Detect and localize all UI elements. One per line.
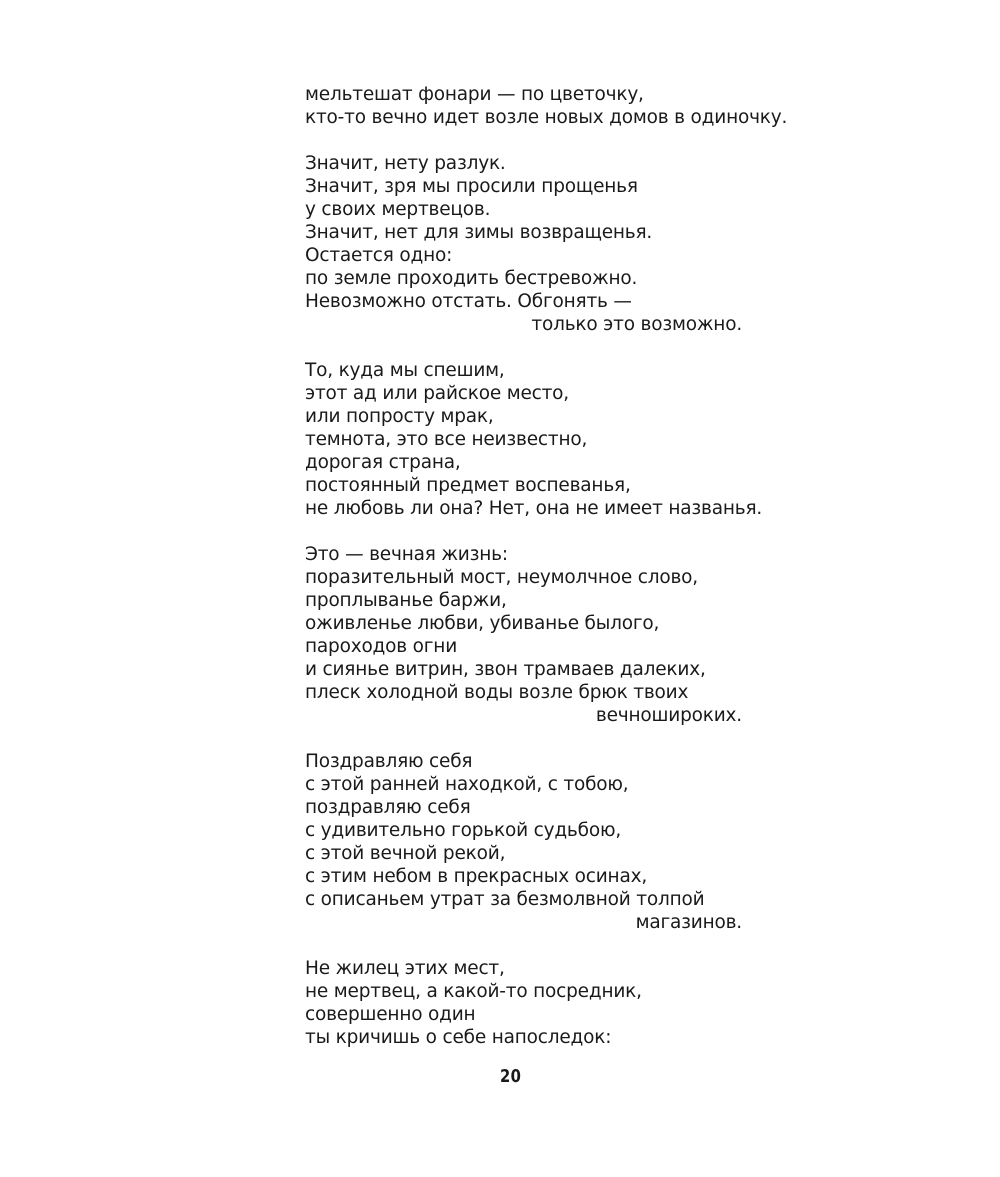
- poem-line: с этой ранней находкой, с тобою,: [305, 774, 629, 795]
- poem-line: ты кричишь о себе напоследок:: [305, 1027, 612, 1048]
- page-number: 20: [499, 1066, 522, 1087]
- poem-line: или попросту мрак,: [305, 406, 494, 427]
- poem-line: этот ад или райское место,: [305, 383, 569, 404]
- stanza: [305, 957, 742, 1049]
- stanza: [305, 152, 742, 336]
- poem-line: темнота, это все неизвестно,: [305, 429, 588, 450]
- poem-line: пароходов огни: [305, 636, 458, 657]
- poem-line: дорогая страна,: [305, 452, 461, 473]
- poem-line: с этой вечной рекой,: [305, 843, 506, 864]
- poem-line: с удивительно горькой судьбою,: [305, 820, 621, 841]
- stanza: [305, 83, 788, 129]
- poem-line: мельтешат фонари — по цветочку,: [305, 84, 644, 105]
- poem-line: кто-то вечно идет возле новых домов в одиночку.: [305, 107, 788, 128]
- poem-line: Не жилец этих мест,: [305, 958, 505, 979]
- poem-line: с этим небом в прекрасных осинах,: [305, 866, 648, 887]
- poem-line: постоянный предмет воспеванья,: [305, 475, 631, 496]
- poem-line: поразительный мост, неумолчное слово,: [305, 567, 698, 588]
- poem-line: проплыванье баржи,: [305, 590, 507, 611]
- poem-line: оживленье любви, убиванье былого,: [305, 613, 660, 634]
- poem-line: поздравляю себя: [305, 797, 471, 818]
- poem-line: у своих мертвецов.: [305, 199, 491, 220]
- stanza: [305, 359, 763, 520]
- poem-line: совершенно один: [305, 1004, 476, 1025]
- stanza: [305, 543, 742, 727]
- poem-line: Значит, нет для зимы возвращенья.: [305, 222, 653, 243]
- poem-line: плеск холодной воды возле брюк твоих: [305, 682, 689, 703]
- poem-line: с описаньем утрат за безмолвной толпой: [305, 889, 705, 910]
- poem-line: Значит, зря мы просили прощенья: [305, 176, 638, 197]
- poem-line: Это — вечная жизнь:: [305, 544, 508, 565]
- poem-line: Невозможно отстать. Обгонять —: [305, 291, 632, 312]
- poem-line: Поздравляю себя: [305, 751, 473, 772]
- stanza: [305, 750, 742, 934]
- poem-line: Значит, нету разлук.: [305, 153, 506, 174]
- poem-line: То, куда мы спешим,: [305, 360, 505, 381]
- poem-line: только это возможно.: [531, 314, 742, 335]
- poem-line: магазинов.: [635, 912, 742, 933]
- poem-line: Остается одно:: [305, 245, 453, 266]
- poem-line: не любовь ли она? Нет, она не имеет названья.: [305, 498, 763, 519]
- poem-line: по земле проходить бестревожно.: [305, 268, 638, 289]
- poem-line: и сиянье витрин, звон трамваев далеких,: [305, 659, 706, 680]
- poem-body: [305, 83, 788, 1049]
- poem-line: не мертвец, а какой-то посредник,: [305, 981, 642, 1002]
- poem-line: вечношироких.: [595, 705, 742, 726]
